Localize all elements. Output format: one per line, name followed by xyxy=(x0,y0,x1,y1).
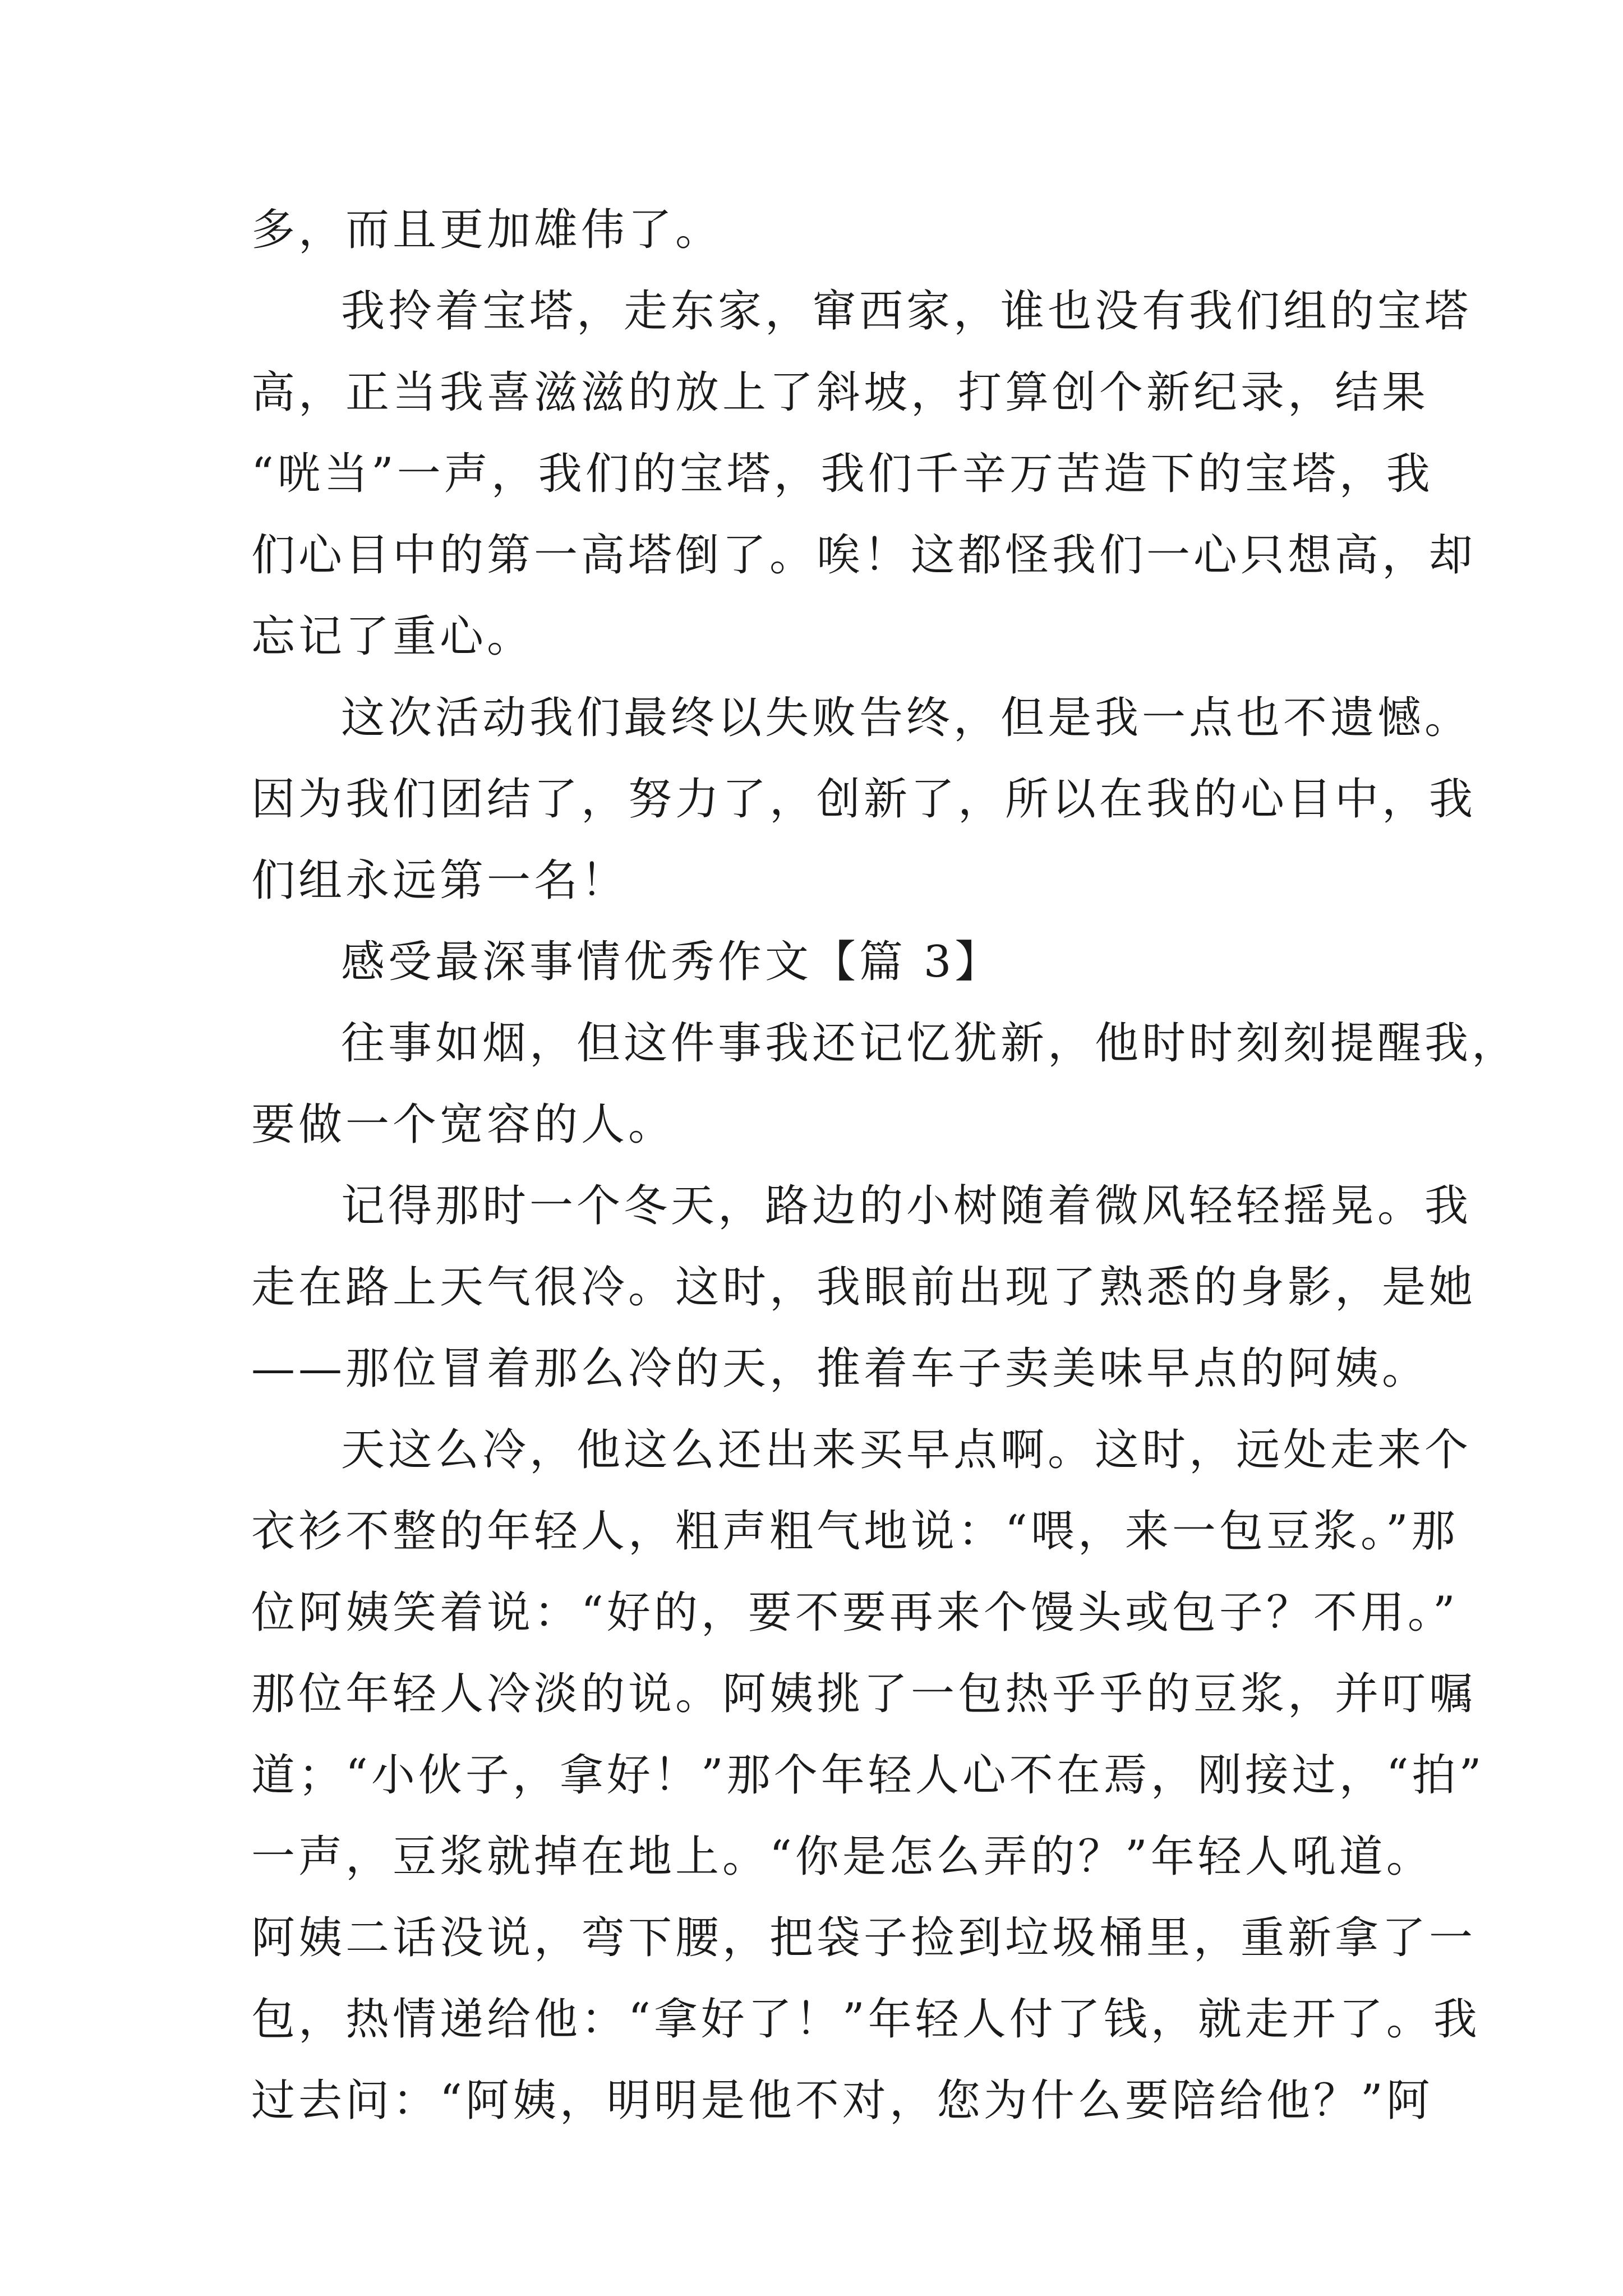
text-line: 要做一个宽容的人。 xyxy=(251,1099,676,1150)
text-line: 这次活动我们最终以失败告终，但是我一点也不遗憾。 xyxy=(341,693,1472,743)
text-line: 高，正当我喜滋滋的放上了斜坡，打算创个新纪录，结果 xyxy=(251,367,1430,418)
text-line: 往事如烟，但这件事我还记忆犹新，他时时刻刻提醒我， xyxy=(341,1018,1519,1069)
text-line: 阿姨二话没说，弯下腰，把袋子捡到垃圾桶里，重新拿了一 xyxy=(251,1913,1477,1963)
text-line: 因为我们团结了，努力了，创新了，所以在我的心目中，我 xyxy=(251,774,1477,825)
text-line: 那位年轻人冷淡的说。阿姨挑了一包热乎乎的豆浆，并叮嘱 xyxy=(251,1669,1477,1719)
text-line: 天这么冷，他这么还出来买早点啊。这时，远处走来个 xyxy=(341,1425,1472,1475)
text-line: 们组永远第一名！ xyxy=(251,855,629,906)
text-line: ——那位冒着那么冷的天，推着车子卖美味早点的阿姨。 xyxy=(251,1343,1430,1394)
text-line: 忘记了重心。 xyxy=(251,611,534,662)
text-line: 包，热情递给他：“拿好了！”年轻人付了钱，就走开了。我 xyxy=(251,1994,1481,2045)
text-line: 多，而且更加雄伟了。 xyxy=(251,205,723,255)
text-line: 我拎着宝塔，走东家，窜西家，谁也没有我们组的宝塔 xyxy=(341,286,1472,337)
text-line: 走在路上天气很冷。这时，我眼前出现了熟悉的身影，是她 xyxy=(251,1262,1477,1313)
text-line: 感受最深事情优秀作文【篇 3】 xyxy=(341,937,1002,987)
text-line: 道；“小伙子，拿好！”那个年轻人心不在焉，刚接过，“拍” xyxy=(251,1750,1485,1801)
text-line: 位阿姨笑着说：“好的，要不要再来个馒头或包子？不用。” xyxy=(251,1588,1459,1638)
text-line: 衣衫不整的年轻人，粗声粗气地说：“喂，来一包豆浆。”那 xyxy=(251,1506,1459,1557)
essay-text xyxy=(251,190,1519,2142)
text-line: 记得那时一个冬天，路边的小树随着微风轻轻摇晃。我 xyxy=(341,1181,1472,1231)
text-line: 一声，豆浆就掉在地上。“你是怎么弄的？”年轻人吼道。 xyxy=(251,1832,1433,1882)
text-line: “咣当”一声，我们的宝塔，我们千辛万苦造下的宝塔，我 xyxy=(251,449,1433,499)
text-line: 们心目中的第一高塔倒了。唉！这都怪我们一心只想高，却 xyxy=(251,530,1477,581)
text-line: 过去问：“阿姨，明明是他不对，您为什么要陪给他？”阿 xyxy=(251,2076,1433,2126)
